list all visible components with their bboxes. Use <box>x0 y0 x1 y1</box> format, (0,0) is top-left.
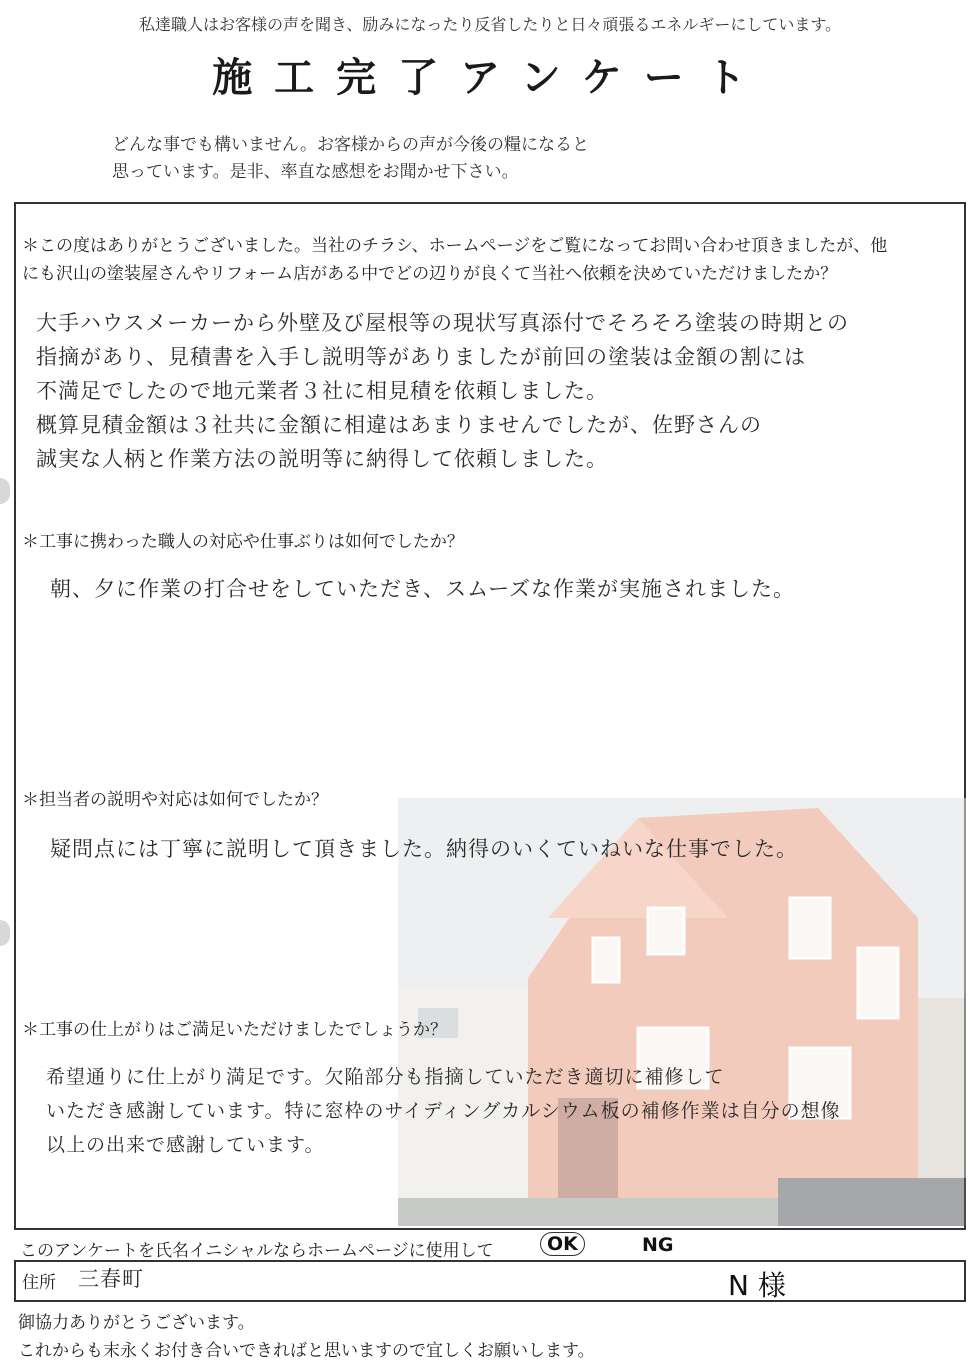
intro-line-1: どんな事でも構いません。お客様からの声が今後の糧になると <box>112 135 590 155</box>
answer-4-line-1: 希望通りに仕上がり満足です。欠陥部分も指摘していただき適切に補修して <box>46 1066 725 1088</box>
binder-hole-top <box>0 478 10 504</box>
address-value: 三春町 <box>78 1267 144 1291</box>
question-4 <box>22 1016 962 1044</box>
intro-line-2: 思っています。是非、率直な感想をお聞かせ下さい。 <box>112 162 519 182</box>
ng-option[interactable]: NG <box>642 1234 674 1256</box>
address-label: 住所 <box>22 1273 56 1293</box>
question-4-line-1: ＊工事の仕上がりはご満足いただけましたでしょうか？ <box>22 1020 447 1040</box>
ok-option[interactable]: OK <box>540 1232 585 1256</box>
thanks-line-1: 御協力ありがとうございます。 <box>18 1313 255 1333</box>
answer-4 <box>46 1060 956 1162</box>
intro-text <box>112 132 589 186</box>
question-3 <box>22 786 962 814</box>
question-3-line-1: ＊担当者の説明や対応は如何でしたか？ <box>22 790 328 810</box>
question-1-line-2: にも沢山の塗装屋さんやリフォーム店がある中でどの辺りが良くて当社へ依頼を決めていただけましたか？ <box>22 264 838 284</box>
answer-4-line-3: 以上の出来で感謝しています。 <box>46 1134 325 1156</box>
answer-3-line-1: 疑問点には丁寧に説明して頂きました。納得のいくていねいな仕事でした。 <box>50 837 798 861</box>
tagline: 私達職人はお客様の声を聞き、励みになったり反省したりと日々頑張るエネルギーにしています。 <box>138 15 842 34</box>
question-1-line-1: ＊この度はありがとうございました。当社のチラシ、ホームページをご覧になってお問い合わせ頂きましたが、他 <box>22 236 888 256</box>
answer-1-line-3: 不満足でしたので地元業者３社に相見積を依頼しました。 <box>36 379 608 403</box>
address-row <box>14 1260 966 1302</box>
answer-1-line-4: 概算見積金額は３社共に金額に相違はあまりませんでしたが、佐野さんの <box>36 413 762 437</box>
customer-name: N 様 <box>728 1269 786 1302</box>
binder-hole-bottom <box>0 920 10 946</box>
answer-4-line-2: いただき感謝しています。特に窓枠のサイディングカルシウム板の補修作業は自分の想像 <box>46 1100 841 1122</box>
answer-2-line-1: 朝、夕に作業の打合せをしていただき、スムーズな作業が実施されました。 <box>50 577 796 601</box>
page-title: 施工完了アンケート <box>212 55 768 101</box>
answer-2 <box>50 572 950 606</box>
thanks-line-2: これからも末永くお付き合いできればと思いますので宜しくお願いします。 <box>18 1341 595 1361</box>
question-2 <box>22 528 962 556</box>
answer-1 <box>36 306 956 476</box>
answer-3 <box>50 832 950 866</box>
answer-1-line-1: 大手ハウスメーカーから外壁及び屋根等の現状写真添付でそろそろ塗装の時期との <box>36 311 849 335</box>
answer-1-line-2: 指摘があり、見積書を入手し説明等がありましたが前回の塗装は金額の割には <box>36 345 806 369</box>
answer-1-line-5: 誠実な人柄と作業方法の説明等に納得して依頼しました。 <box>36 447 608 471</box>
question-2-line-1: ＊工事に携わった職人の対応や仕事ぶりは如何でしたか？ <box>22 532 464 552</box>
publish-consent-question: このアンケートを氏名イニシャルならホームページに使用して <box>20 1241 494 1261</box>
question-1 <box>22 232 962 288</box>
